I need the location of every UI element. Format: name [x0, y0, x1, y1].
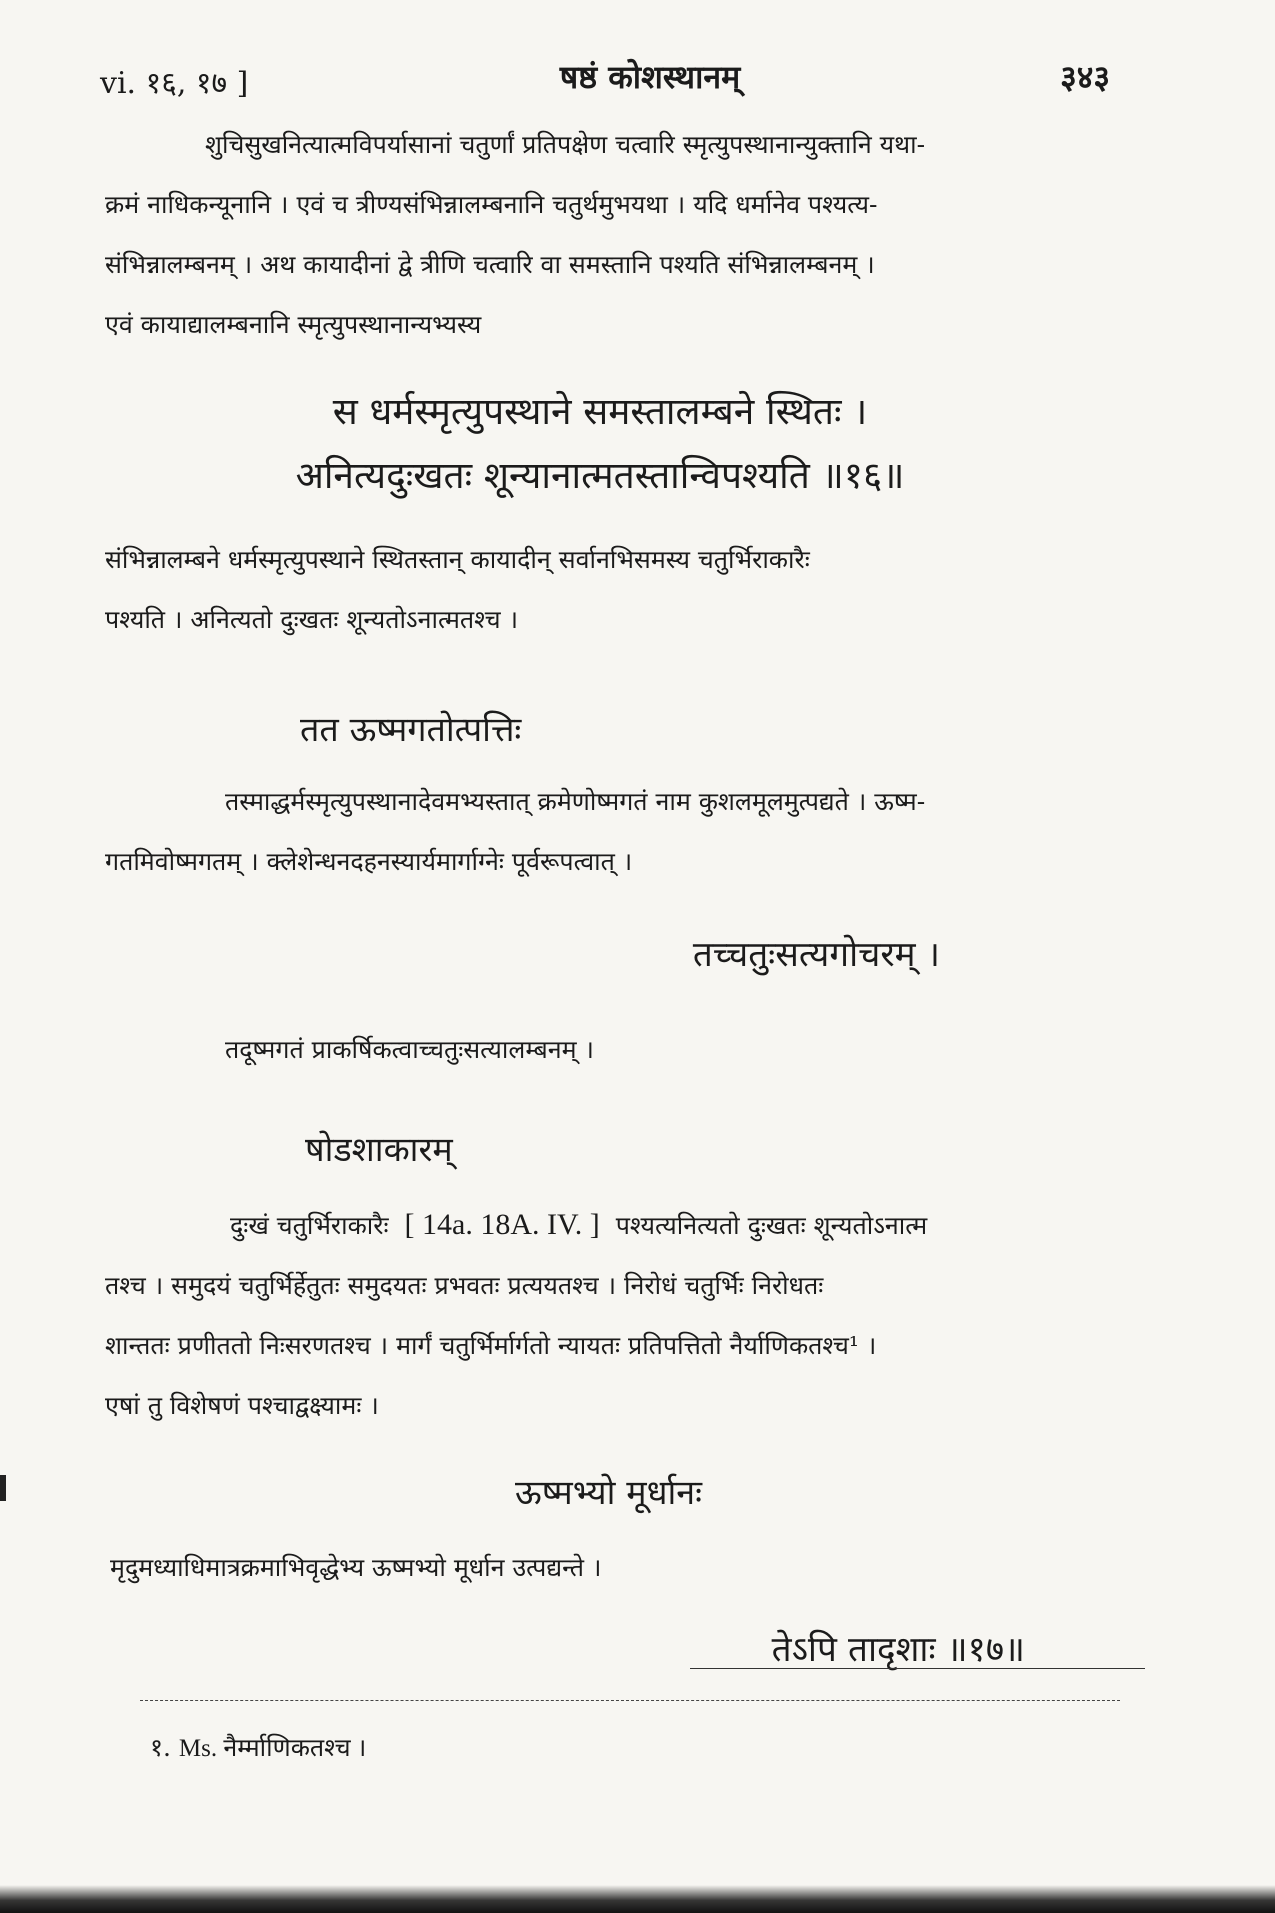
verse-line: स धर्मस्मृत्युपस्थाने समस्तालम्बने स्थितः ।	[332, 390, 868, 433]
text-segment: पश्यत्यनित्यतो दुःखतः शून्यतोऽनात्म	[615, 1211, 928, 1240]
text-line: एवं कायाद्यालम्बनानि स्मृत्युपस्थानान्यभ्यस्य	[105, 310, 482, 339]
footnote-marker: १.	[150, 1733, 171, 1762]
text-line: शान्ततः प्रणीततो निःसरणतश्च । मार्गं चतुर्भिर्मार्गतो न्यायतः प्रतिपत्तितो नैर्याणिकतश्च¹ ।	[105, 1331, 877, 1360]
section-heading-1: तत ऊष्मगतोत्पत्तिः	[300, 710, 522, 750]
text-line: पश्यति । अनित्यतो दुःखतः शून्यतोऽनात्मतश्च ।	[105, 605, 519, 634]
running-header	[100, 55, 1110, 105]
text-line	[105, 1195, 1150, 1256]
text-line: संभिन्नालम्बनम् । अथ कायादीनां द्वे त्रीणि चत्वारि वा समस्तानि पश्यति संभिन्नालम्बनम् ।	[105, 250, 875, 279]
text-line: तस्माद्धर्मस्मृत्युपस्थानादेवमभ्यस्तात् क्रमेणोष्मगतं नाम कुशलमूलमुत्पद्यते । ऊष्म-	[225, 787, 926, 816]
verse-16	[250, 380, 950, 508]
commentary-paragraph-1	[105, 115, 1145, 355]
footnote	[150, 1730, 366, 1764]
footnote-text: Ms. नैर्म्माणिकतश्च ।	[178, 1735, 367, 1762]
commentary-paragraph-3	[105, 772, 1150, 892]
commentary-paragraph-4: तदूष्मगतं प्राकर्षिकत्वाच्चतुःसत्यालम्बनम् ।	[225, 1035, 594, 1064]
scan-bottom-edge	[0, 1885, 1275, 1913]
section-heading-3: ऊष्मभ्यो मूर्धानः	[515, 1473, 703, 1513]
text-line: शुचिसुखनित्यात्मविपर्यासानां चतुर्णां प्रतिपक्षेण चत्वारि स्मृत्युपस्थानान्युक्तानि यथा-	[205, 130, 926, 159]
verse-line: अनित्यदुःखतः शून्यानात्मतस्तान्विपश्यति ॥१६॥	[295, 454, 905, 497]
section-heading-2: षोडशाकारम्	[305, 1130, 453, 1170]
commentary-paragraph-5	[105, 1195, 1150, 1436]
verse-reference: vi. १६, १७ ]	[100, 66, 249, 101]
text-line: एषां तु विशेषणं पश्चाद्वक्ष्यामः ।	[105, 1391, 379, 1420]
verse-line-catuhsatya: तच्चतुःसत्यगोचरम् ।	[692, 935, 940, 975]
text-line: गतमिवोष्मगतम् । क्लेशेन्धनदहनस्यार्यमार्गाग्नेः पूर्वरूपत्वात् ।	[105, 847, 633, 876]
text-line: संभिन्नालम्बने धर्मस्मृत्युपस्थाने स्थितस्तान् कायादीन् सर्वानभिसमस्य चतुर्भिराकारैः	[105, 545, 810, 574]
chapter-title: षष्ठं कोशस्थानम्	[559, 58, 741, 96]
text-segment: दुःखं चतुर्भिराकारैः	[230, 1211, 389, 1240]
text-line: क्रमं नाधिकन्यूनानि । एवं च त्रीण्यसंभिन्नालम्बनानि चतुर्थमुभयथा । यदि धर्मानेव पश्यत्य-	[105, 190, 878, 219]
manuscript-folio-ref: [ 14a. 18A. IV. ]	[404, 1208, 600, 1241]
verse-17: तेऽपि तादृशाः ॥१७॥	[771, 1630, 1025, 1670]
commentary-paragraph-6: मृदुमध्याधिमात्रक्रमाभिवृद्धेभ्य ऊष्मभ्यो मूर्धान उत्पद्यन्ते ।	[110, 1553, 602, 1582]
footnote-separator	[140, 1700, 1120, 1701]
verse-underline	[690, 1668, 1145, 1669]
scan-margin-mark	[0, 1475, 6, 1501]
text-line: तश्च । समुदयं चतुर्भिर्हेतुतः समुदयतः प्रभवतः प्रत्ययतश्च । निरोधं चतुर्भिः निरोधतः	[105, 1271, 824, 1300]
commentary-paragraph-2	[105, 530, 1150, 650]
page-number: ३४३	[1060, 58, 1110, 96]
